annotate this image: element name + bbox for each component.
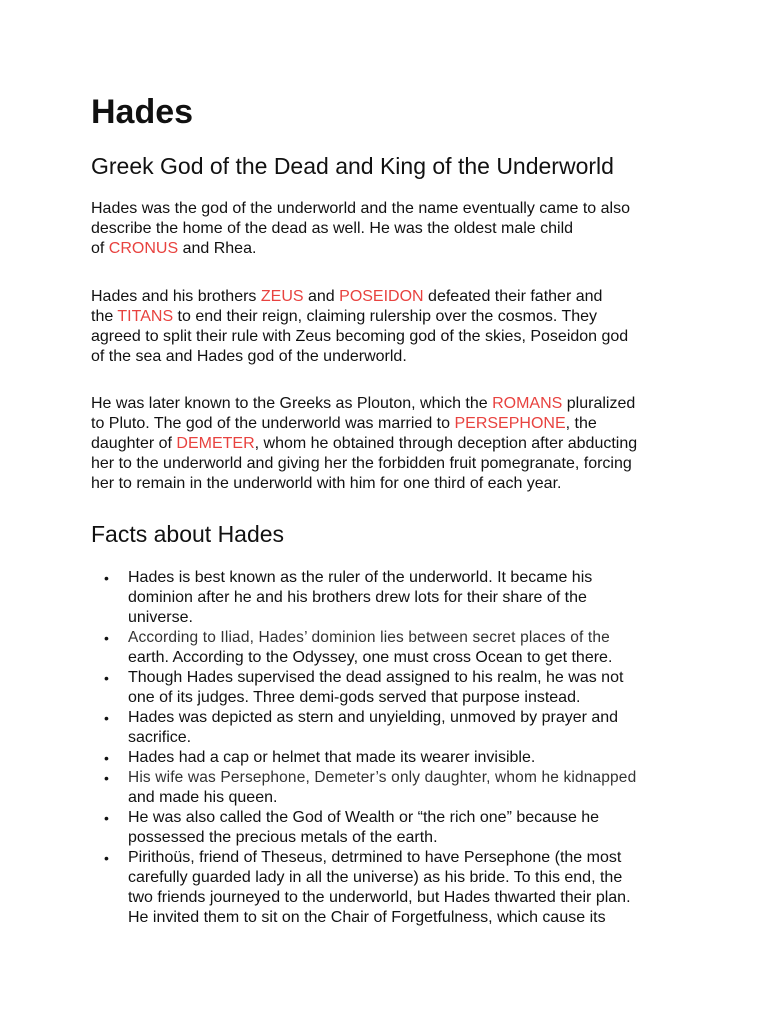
fact-list-item (91, 808, 691, 848)
fact-list-item (91, 568, 691, 628)
paragraph-line (91, 239, 691, 259)
crossref-link-poseidon[interactable]: POSEIDON (339, 288, 424, 305)
fact-text-line: dominion after he and his brothers drew lots for their share of the (128, 589, 587, 606)
paragraph-text: He was later known to the Greeks as Plouton, which the (91, 395, 493, 412)
paragraph-text: her to remain in the underworld with him for one third of each year. (91, 475, 562, 492)
fact-text-line: Hades is best known as the ruler of the underworld. It became his (128, 569, 593, 586)
paragraph-line (91, 454, 691, 474)
paragraph-text: to end their reign, claiming rulership over the cosmos. They (173, 308, 598, 325)
paragraph-text: the (91, 308, 118, 325)
fact-text-line: universe. (128, 609, 193, 626)
paragraph-text: Hades was the god of the underworld and the name eventually came to also (91, 200, 630, 217)
brothers-paragraph (91, 287, 691, 367)
paragraph-line (91, 474, 691, 494)
paragraph-text: Hades and his brothers (91, 288, 261, 305)
bullet-icon: • (104, 670, 109, 686)
fact-text-line: two friends journeyed to the underworld, but Hades thwarted their plan. (128, 889, 631, 906)
paragraph-text: , whom he obtained through deception after abducting (254, 435, 638, 452)
crossref-link-titans[interactable]: TITANS (117, 308, 174, 325)
paragraph-text: of the sea and Hades god of the underworld. (91, 348, 407, 365)
bullet-icon: • (104, 710, 109, 726)
intro-paragraph (91, 199, 691, 259)
fact-list-item (91, 628, 691, 668)
fact-text-line: sacrifice. (128, 729, 192, 746)
paragraph-line (91, 434, 691, 454)
paragraph-line (91, 287, 691, 307)
pluto-paragraph (91, 394, 691, 494)
paragraph-text: defeated their father and (423, 288, 603, 305)
paragraph-line (91, 199, 691, 219)
fact-list-item (91, 668, 691, 708)
paragraph-text: to Pluto. The god of the underworld was married to (91, 415, 455, 432)
paragraph-line (91, 307, 691, 327)
fact-text-line: He invited them to sit on the Chair of Forgetfulness, which cause its (128, 909, 606, 926)
page-subtitle: Greek God of the Dead and King of the Underworld (91, 153, 614, 179)
paragraph-text: daughter of (91, 435, 177, 452)
paragraph-text: and Rhea. (178, 240, 257, 257)
fact-text-line: He was also called the God of Wealth or “the rich one” because he (128, 809, 600, 826)
paragraph-line (91, 347, 691, 367)
fact-list-item (91, 748, 691, 768)
fact-list-item (91, 708, 691, 748)
fact-text-line: Though Hades supervised the dead assigned to his realm, he was not (128, 669, 624, 686)
page-title: Hades (91, 93, 194, 131)
paragraph-text: and (303, 288, 340, 305)
fact-list-item (91, 848, 691, 928)
fact-text-line: Hades had a cap or helmet that made its wearer invisible. (128, 749, 536, 766)
paragraph-line (91, 394, 691, 414)
paragraph-line (91, 327, 691, 347)
crossref-link-romans[interactable]: ROMANS (492, 395, 563, 412)
paragraph-text: of (91, 240, 109, 257)
facts-heading: Facts about Hades (91, 521, 285, 547)
fact-text-line: According to Iliad, Hades’ dominion lies between secret places of the (128, 629, 610, 646)
fact-text-line: His wife was Persephone, Demeter’s only daughter, whom he kidnapped (128, 769, 637, 786)
fact-text-line: one of its judges. Three demi-gods served that purpose instead. (128, 689, 581, 706)
bullet-icon: • (104, 570, 109, 586)
paragraph-line (91, 414, 691, 434)
facts-list (91, 568, 691, 928)
bullet-icon: • (104, 630, 109, 646)
fact-text-line: carefully guarded lady in all the universe) as his bride. To this end, the (128, 869, 623, 886)
bullet-icon: • (104, 770, 109, 786)
fact-text-line: Hades was depicted as stern and unyielding, unmoved by prayer and (128, 709, 619, 726)
fact-list-item (91, 768, 691, 808)
paragraph-text: agreed to split their rule with Zeus becoming god of the skies, Poseidon god (91, 328, 629, 345)
paragraph-text: , the (565, 415, 597, 432)
paragraph-text: describe the home of the dead as well. He was the oldest male child (91, 220, 574, 237)
paragraph-text: her to the underworld and giving her the forbidden fruit pomegranate, forcing (91, 455, 632, 472)
fact-text-line: and made his queen. (128, 789, 278, 806)
fact-text-line: earth. According to the Odyssey, one must cross Ocean to get there. (128, 649, 613, 666)
bullet-icon: • (104, 850, 109, 866)
paragraph-line (91, 219, 691, 239)
crossref-link-demeter[interactable]: DEMETER (176, 435, 255, 452)
paragraph-text: pluralized (562, 395, 636, 412)
bullet-icon: • (104, 810, 109, 826)
fact-text-line: possessed the precious metals of the earth. (128, 829, 438, 846)
crossref-link-zeus[interactable]: ZEUS (260, 288, 304, 305)
crossref-link-persephone[interactable]: PERSEPHONE (454, 415, 566, 432)
bullet-icon: • (104, 750, 109, 766)
fact-text-line: Pirithoüs, friend of Theseus, detrmined to have Persephone (the most (128, 849, 622, 866)
crossref-link-cronus[interactable]: CRONUS (108, 240, 179, 257)
